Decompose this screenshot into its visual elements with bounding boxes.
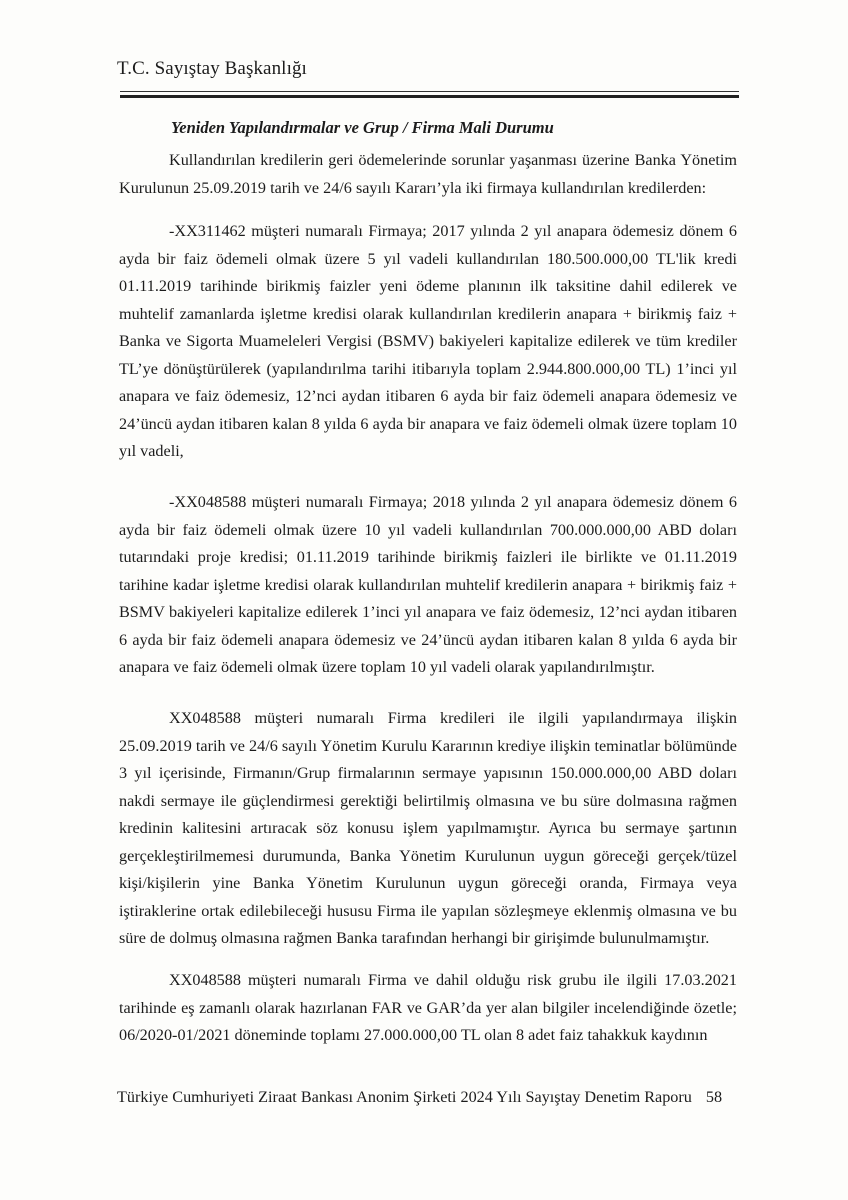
paragraph-text: -XX048588 müşteri numaralı Firmaya; 2018 yılında 2 yıl anapara ödemesiz dönem 6 ayda bir faiz ödemeli olmak üzere 10 yıl vadeli kullandırılan 700.000.000,00 ABD doları tutarındaki proje kredisi; 01.11.2019 tarihinde birikmiş faizleri ile birlikte ve 01.11.2019 tarihine kadar işletme kredisi olarak kullandırılan muhtelif kredilerin anapara + birikmiş faiz + BSMV bakiyeleri kapitalize edilerek 1’inci yıl anapara ve faiz ödemesiz, 12’nci aydan itibaren 6 ayda bir faiz ödemeli anapara ödemesiz ve 24’üncü aydan itibaren kalan 8 yılda 6 ayda bir anapara ve faiz ödemeli olmak üzere toplam 10 yıl vadeli olarak yapılandırılmıştır.: [119, 493, 737, 676]
page-footer: [117, 1088, 722, 1107]
header-rule-thick: [120, 95, 739, 98]
paragraph-text: -XX311462 müşteri numaralı Firmaya; 2017 yılında 2 yıl anapara ödemesiz dönem 6 ayda bir faiz ödemeli olmak üzere 5 yıl vadeli kullandırılan 180.500.000,00 TL'lik kredi 01.11.2019 tarihinde birikmiş faizler yeni ödeme planının ilk taksitine dahil edilerek ve muhtelif zamanlarda işletme kredisi olarak kullandırılan kredilerin anapara + birikmiş faiz + Banka ve Sigorta Muameleleri Vergisi (BSMV) bakiyeleri kapitalize edilerek ve tüm krediler TL’ye dönüştürülerek (yapılandırılma tarihi itibarıyla toplam 2.944.800.000,00 TL) 1’inci yıl anapara ve faiz ödemesiz, 12’nci aydan itibaren 6 ayda bir faiz ödemeli anapara ödemesiz ve 24’üncü aydan itibaren kalan 8 yılda 6 ayda bir anapara ve faiz ödemeli olmak üzere toplam 10 yıl vadeli,: [119, 222, 737, 460]
paragraph-capital-condition: [119, 705, 737, 953]
paragraph-firm-xx048588: [119, 489, 737, 682]
page-number: 58: [705, 1088, 723, 1106]
footer-report-title: Türkiye Cumhuriyeti Ziraat Bankası Anonim Şirketi 2024 Yılı Sayıştay Denetim Raporu: [117, 1088, 692, 1106]
page-header: T.C. Sayıştay Başkanlığı: [117, 58, 307, 79]
section-heading: Yeniden Yapılandırmalar ve Grup / Firma Mali Durumu: [171, 118, 554, 137]
paragraph-text: Kullandırılan kredilerin geri ödemelerinde sorunlar yaşanması üzerine Banka Yönetim Kurulunun 25.09.2019 tarih ve 24/6 sayılı Kararı’yla iki firmaya kullandırılan kredilerden:: [119, 151, 737, 197]
paragraph-intro: [119, 147, 737, 202]
paragraph-text: XX048588 müşteri numaralı Firma ve dahil olduğu risk grubu ile ilgili 17.03.2021 tarihinde eş zamanlı olarak hazırlanan FAR ve GAR’da yer alan bilgiler incelendiğinde özetle; 06/2020-01/2021 döneminde toplamı 27.000.000,00 TL olan 8 adet faiz tahakkuk kaydının: [119, 971, 737, 1044]
paragraph-text: XX048588 müşteri numaralı Firma kredileri ile ilgili yapılandırmaya ilişkin 25.09.2019 tarih ve 24/6 sayılı Yönetim Kurulu Kararının krediye ilişkin teminatlar bölümünde 3 yıl içerisinde, Firmanın/Grup firmalarının sermaye yapısının 150.000.000,00 ABD doları nakdi sermaye ile güçlendirmesi gerektiği belirtilmiş olmasına ve bu süre dolmasına rağmen kredinin kalitesini artıracak söz konusu işlem yapılmamıştır. Ayrıca bu sermaye şartının gerçekleştirilmemesi durumunda, Banka Yönetim Kurulunun uygun göreceği gerçek/tüzel kişi/kişilerin yine Banka Yönetim Kurulunun uygun göreceği oranda, Firmaya veya iştiraklerine ortak edilebileceği hususu Firma ile yapılan sözleşmeye eklenmiş olmasına ve bu süre de dolmuş olmasına rağmen Banka tarafından herhangi bir girişimde bulunulmamıştır.: [119, 709, 737, 947]
header-rule-thin: [120, 91, 739, 92]
paragraph-risk-group: [119, 967, 737, 1050]
paragraph-firm-xx311462: [119, 218, 737, 466]
